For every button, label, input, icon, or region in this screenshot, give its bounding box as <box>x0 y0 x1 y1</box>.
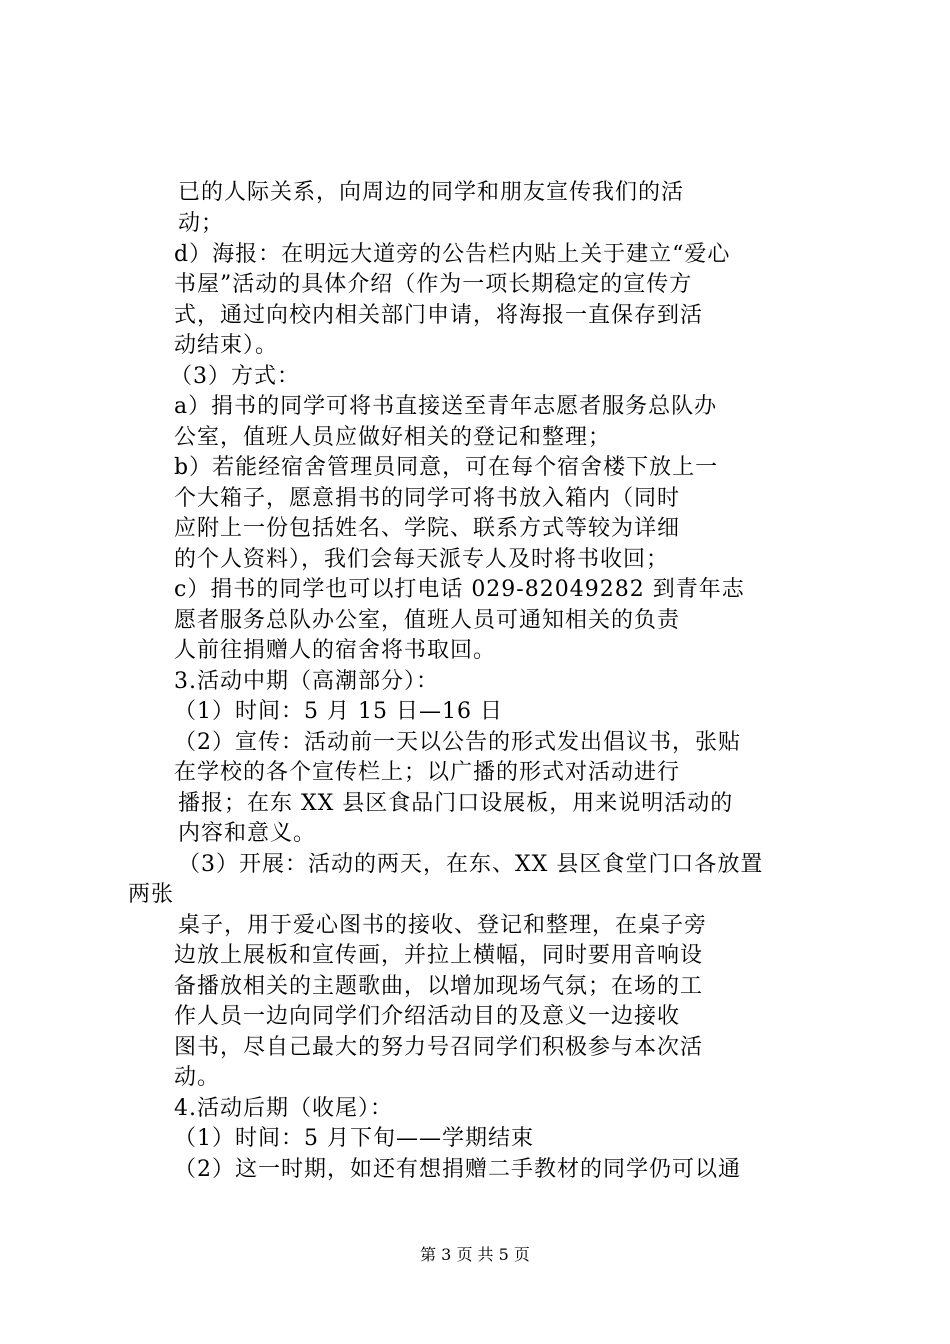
text-line: 播报；在东 XX 县区食品门口设展板，用来说明活动的 <box>178 791 734 816</box>
text-line: 动； <box>178 211 225 236</box>
text-line: 备播放相关的主题歌曲，以增加现场气氛；在场的工 <box>174 974 704 999</box>
text-line: （2）这一时期，如还有想捐赠二手教材的同学仍可以通 <box>174 1157 741 1182</box>
text-line: 内容和意义。 <box>178 821 317 846</box>
text-line: 的个人资料），我们会每天派专人及时将书收回； <box>174 547 670 572</box>
text-line: a）捐书的同学可将书直接送至青年志愿者服务总队办 <box>174 394 718 419</box>
text-line: 作人员一边向同学们介绍活动目的及意义一边接收 <box>174 1004 681 1029</box>
text-line: d）海报：在明远大道旁的公告栏内贴上关于建立“爱心 <box>174 242 731 267</box>
text-line: （3）方式： <box>170 364 300 389</box>
text-line: 人前往捐赠人的宿舍将书取回。 <box>174 638 497 663</box>
text-line: （1）时间：5 月 15 日—16 日 <box>174 699 503 724</box>
text-line: 公室，值班人员应做好相关的登记和整理； <box>174 425 612 450</box>
text-line: c）捐书的同学也可以打电话 029-82049282 到青年志 <box>174 577 745 602</box>
text-line: （3）开展：活动的两天，在东、XX 县区食堂门口各放置 <box>178 852 764 877</box>
text-line: b）若能经宿舍管理员同意，可在每个宿舍楼下放上一 <box>174 455 719 480</box>
text-line: 应附上一份包括姓名、学院、联系方式等较为详细 <box>174 516 681 541</box>
text-line: 边放上展板和宣传画，并拉上横幅，同时要用音响设 <box>174 943 704 968</box>
text-line: 图书，尽自己最大的努力号召同学们积极参与本次活 <box>174 1035 704 1060</box>
text-line: 式，通过向校内相关部门申请，将海报一直保存到活 <box>174 303 704 328</box>
text-line: 动结束）。 <box>174 333 279 358</box>
page-number-footer: 第 3 页 共 5 页 <box>420 1245 530 1264</box>
text-line: 桌子，用于爱心图书的接收、登记和整理，在桌子旁 <box>178 913 708 938</box>
text-line: （1）时间：5 月下旬——学期结束 <box>174 1126 534 1151</box>
text-line: 已的人际关系，向周边的同学和朋友宣传我们的活 <box>178 180 685 205</box>
text-line: 愿者服务总队办公室，值班人员可通知相关的负责 <box>174 608 681 633</box>
text-line: 个大箱子，愿意捐书的同学可将书放入箱内（同时 <box>174 486 681 511</box>
text-line: 在学校的各个宣传栏上；以广播的形式对活动进行 <box>174 760 681 785</box>
text-line: 两张 <box>128 882 175 907</box>
text-line: 动。 <box>174 1065 221 1090</box>
text-line: （2）宣传：活动前一天以公告的形式发出倡议书，张贴 <box>174 730 741 755</box>
text-line: 书屋”活动的具体介绍（作为一项长期稳定的宣传方 <box>174 272 693 297</box>
text-line: 3.活动中期（高潮部分）： <box>174 669 439 694</box>
text-line: 4.活动后期（收尾）： <box>174 1096 393 1121</box>
